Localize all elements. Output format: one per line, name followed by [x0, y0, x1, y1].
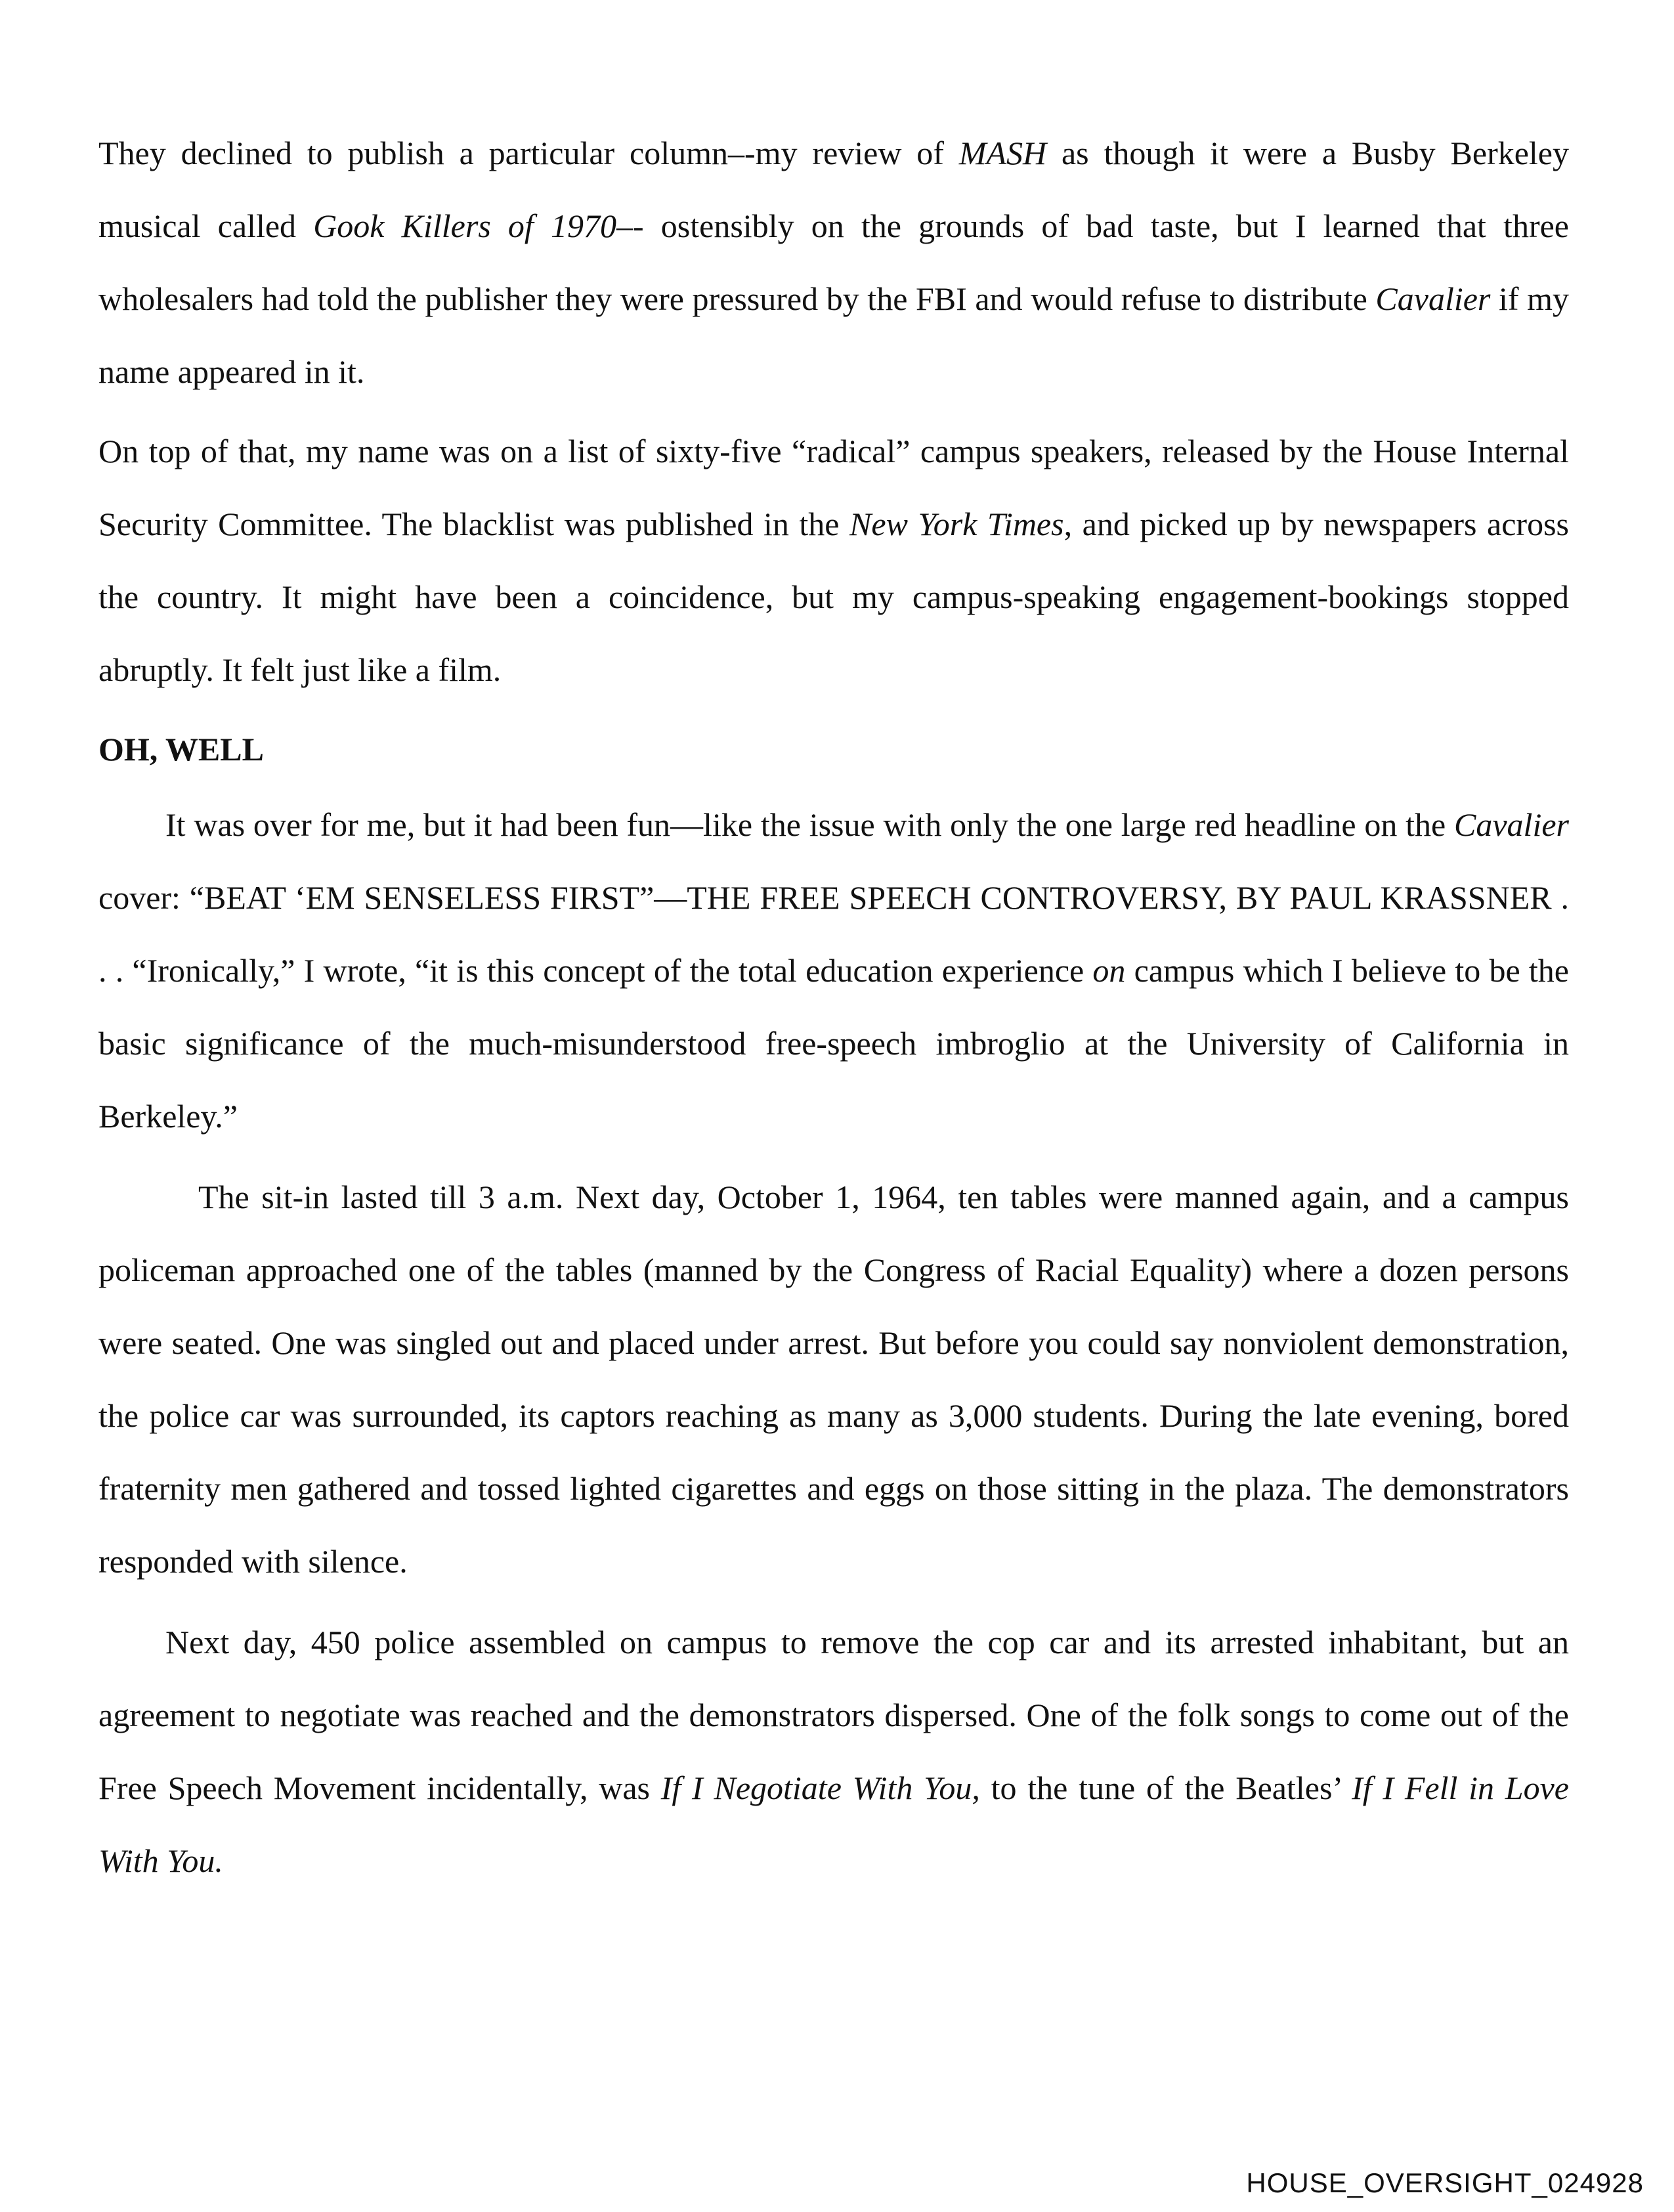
text-span: as though it were a Busby Berkeley musical called [98, 135, 1569, 244]
text-span: They declined to publish a particular column–-my review of [98, 135, 959, 171]
text-span: On top of that, my name was on a list of sixty-five “radical” campus speakers, released by the House Internal Security Committee. The blacklist was published in the [98, 433, 1569, 542]
text-span: It was over for me, but it had been fun—like the issue with only the one large red headline on the [165, 806, 1455, 843]
italic-title: Cavalier [1375, 280, 1491, 317]
italic-title: Gook Killers of 1970 [313, 207, 616, 244]
paragraph-5 [98, 1606, 1569, 1898]
text-span: –- ostensibly on the grounds of bad taste, but I learned that three wholesalers had told the publisher they were pressured by the FBI and would refuse to distribute [98, 207, 1569, 317]
paragraph-2 [98, 415, 1569, 706]
text-span: to the tune of the Beatles’ [979, 1769, 1352, 1806]
section-heading: OH, WELL [98, 731, 264, 768]
document-body [98, 117, 1569, 1898]
paragraph-4: The sit-in lasted till 3 a.m. Next day, October 1, 1964, ten tables were manned again, and a campus policeman approached one of the tables (manned by the Congress of Racial Equality) where a dozen persons were seated. One was singled out and placed under arrest. But before you could say nonviolent demonstration, the police car was surrounded, its captors reaching as many as 3,000 students. During the late evening, bored fraternity men gathered and tossed lighted cigarettes and eggs on those sitting in the plaza. The demonstrators responded with silence. [98, 1179, 1569, 1580]
paragraph-1 [98, 117, 1569, 408]
text-span: Next day, 450 police assembled on campus to remove the cop car and its arrested inhabitant, but an agreement to negotiate was reached and the demonstrators dispersed. One of the folk songs to come out of the Free Speech Movement incidentally, was [98, 1624, 1569, 1806]
italic-title: If I Negotiate With You, [660, 1769, 980, 1806]
italic-title: Cavalier [1454, 806, 1569, 843]
text-span: campus which I believe to be the basic significance of the much-misunderstood free-speech imbroglio at the University of California in Berkeley.” [98, 952, 1569, 1135]
paragraph-3 [98, 789, 1569, 1153]
italic-title: If I Fell in Love With You. [98, 1769, 1569, 1879]
text-span: cover: “BEAT ‘EM SENSELESS FIRST”—THE FREE SPEECH CONTROVERSY, BY PAUL KRASSNER . . . “Ironically,” I wrote, “it is this concept of the total education experience [98, 879, 1569, 989]
bates-number: HOUSE_OVERSIGHT_024928 [1246, 2167, 1644, 2198]
text-span: if my name appeared in it. [98, 280, 1569, 390]
italic-word: on [1092, 952, 1126, 989]
text-span: , and picked up by newspapers across the country. It might have been a coincidence, but my campus-speaking engagement-bookings stopped abruptly. It felt just like a film. [98, 506, 1569, 688]
italic-title: New York Times [849, 506, 1064, 542]
italic-title: MASH [958, 135, 1047, 171]
